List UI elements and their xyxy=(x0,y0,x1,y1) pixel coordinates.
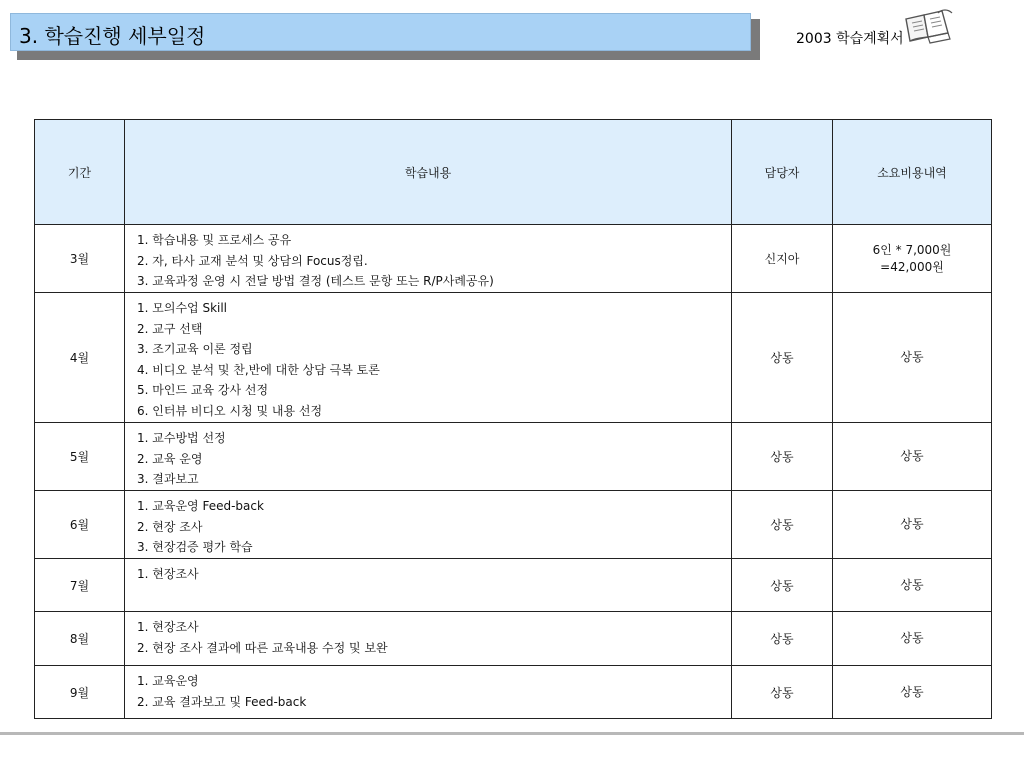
content-line: 1. 교육운영 Feed-back xyxy=(137,499,264,513)
cost-cell xyxy=(833,293,992,423)
table-row xyxy=(35,666,992,719)
cost-cell xyxy=(833,666,992,719)
table-row xyxy=(35,423,992,491)
cost-line: 상동 xyxy=(900,631,924,645)
cost-line: 상동 xyxy=(900,684,924,699)
table-header-row xyxy=(35,120,992,225)
content-line: 5. 마인드 교육 강사 선정 xyxy=(137,383,269,397)
content-line: 1. 현장조사 xyxy=(137,620,199,634)
month-cell: 3월 xyxy=(35,225,125,293)
content-line: 1. 현장조사 xyxy=(137,567,199,581)
content-line: 2. 교육 결과보고 및 Feed-back xyxy=(137,694,307,709)
table-row xyxy=(35,491,992,559)
table-row xyxy=(35,559,992,612)
content-line: 1. 학습내용 및 프로세스 공유 xyxy=(137,233,292,247)
book-icon xyxy=(900,7,956,49)
content-line: 1. 모의수업 Skill xyxy=(137,301,228,315)
cost-line: 상동 xyxy=(900,577,924,592)
page-title: 3. 학습진행 세부일정 xyxy=(19,24,206,48)
column-header-period: 기간 xyxy=(35,120,125,225)
content-cell xyxy=(125,491,732,559)
owner-cell: 상동 xyxy=(732,559,833,612)
owner-cell: 상동 xyxy=(732,666,833,719)
footer-divider xyxy=(0,732,1024,735)
cost-cell xyxy=(833,423,992,491)
column-header-cost: 소요비용내역 xyxy=(833,120,992,225)
content-line: 2. 현장 조사 xyxy=(137,519,203,534)
cost-line: 6인 * 7,000원 xyxy=(872,242,952,257)
table-row xyxy=(35,293,992,423)
content-cell xyxy=(125,612,732,666)
schedule-table xyxy=(34,119,992,719)
content-line: 2. 자, 타사 교재 분석 및 상담의 Focus정립. xyxy=(137,253,368,268)
content-cell xyxy=(125,293,732,423)
content-line: 2. 교육 운영 xyxy=(137,451,203,466)
document-tag: 2003 학습계획서 xyxy=(796,31,904,47)
cost-line: =42,000원 xyxy=(880,259,944,274)
content-line: 2. 현장 조사 결과에 따른 교육내용 수정 및 보완 xyxy=(137,640,388,655)
owner-cell: 상동 xyxy=(732,293,833,423)
content-line: 3. 조기교육 이론 정립 xyxy=(137,342,253,356)
cost-line: 상동 xyxy=(900,449,924,463)
column-header-content: 학습내용 xyxy=(125,120,732,225)
content-cell xyxy=(125,666,732,719)
owner-cell: 상동 xyxy=(732,491,833,559)
table-row xyxy=(35,225,992,293)
content-cell xyxy=(125,225,732,293)
cost-line: 상동 xyxy=(900,517,924,531)
content-line: 1. 교육운영 xyxy=(137,674,199,688)
table-row xyxy=(35,612,992,666)
owner-cell: 신지아 xyxy=(732,225,833,293)
cost-cell xyxy=(833,225,992,293)
owner-cell: 상동 xyxy=(732,612,833,666)
cost-cell xyxy=(833,612,992,666)
content-line: 6. 인터뷰 비디오 시청 및 내용 선정 xyxy=(137,403,323,418)
content-line: 2. 교구 선택 xyxy=(137,321,203,336)
cost-cell xyxy=(833,559,992,612)
month-cell: 4월 xyxy=(35,293,125,423)
owner-cell: 상동 xyxy=(732,423,833,491)
month-cell: 7월 xyxy=(35,559,125,612)
cost-line: 상동 xyxy=(900,350,924,364)
month-cell: 6월 xyxy=(35,491,125,559)
content-line: 3. 결과보고 xyxy=(137,472,199,486)
content-line: 1. 교수방법 선정 xyxy=(137,431,226,445)
content-cell xyxy=(125,423,732,491)
content-cell xyxy=(125,559,732,612)
content-line: 3. 교육과정 운영 시 전달 방법 결정 (테스트 문항 또는 R/P사례공유) xyxy=(137,274,494,288)
content-line: 3. 현장검증 평가 학습 xyxy=(137,540,253,554)
column-header-owner: 담당자 xyxy=(732,120,833,225)
cost-cell xyxy=(833,491,992,559)
content-line: 4. 비디오 분석 및 찬,반에 대한 상담 극복 토론 xyxy=(137,362,380,377)
month-cell: 9월 xyxy=(35,666,125,719)
month-cell: 5월 xyxy=(35,423,125,491)
month-cell: 8월 xyxy=(35,612,125,666)
